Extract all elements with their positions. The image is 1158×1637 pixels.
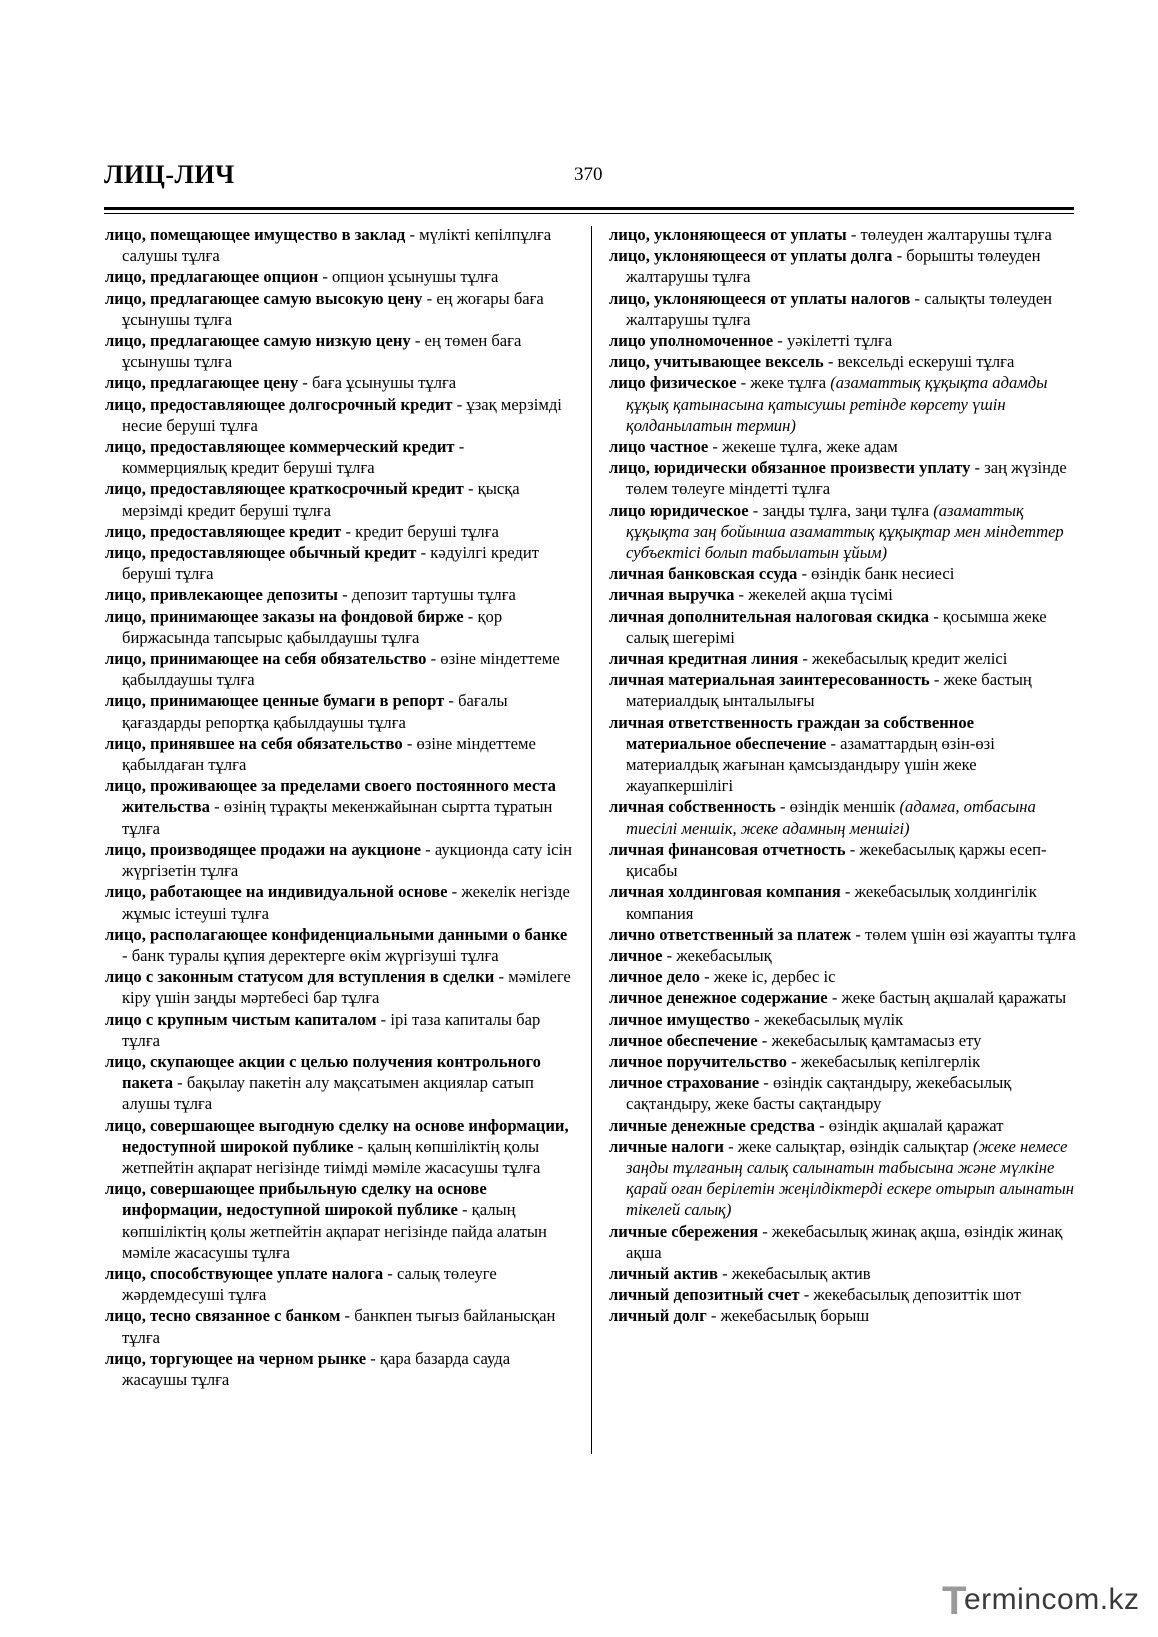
entry-separator: - [845,839,860,859]
entry-definition: заңды тұлға, заңи тұлға [762,500,934,520]
logo-text: ermincom.kz [964,1583,1140,1616]
entry-definition: жекеше тұлға, жеке адам [722,437,898,457]
entry-definition: жеке тұлға [750,373,831,393]
entry-separator: - [757,1030,772,1050]
entry-term: личные сбережения [609,1221,759,1241]
entry-term: лицо юридическое [609,500,749,520]
entry-separator: - [447,882,462,902]
entry-definition: жекебасылық кепілгерлік [800,1051,981,1071]
entry-separator: - [799,1285,814,1305]
entry-term: лицо, предоставляющее кредит [105,521,342,541]
entry-definition: жекебасылық қаржы есеп-қисабы [626,839,1047,881]
entry-definition: азаматтардың өзін-өзі материалдық жағынан қамсыздандыру үшін жеке жауапкершілігі [626,733,995,796]
entry-term: лицо, предлагающее опцион [105,267,319,287]
entry-term: лицо, проживающее за пределами своего постоянного места жительства [105,776,556,817]
right-column [609,224,1076,1327]
entry-definition: қара базарда сауда жасаушы тұлға [122,1348,511,1389]
entry-definition: мүлікті кепілпұлға салушы тұлға [122,225,552,266]
dictionary-entry [609,500,1076,564]
entry-term: лицо, предоставляющее краткосрочный кредит [105,479,464,499]
dictionary-entry [105,606,573,648]
dictionary-entry [609,245,1076,287]
entry-separator: - [341,521,356,541]
entry-term: лицо, предоставляющее долгосрочный кредит [105,394,453,414]
dictionary-entry [609,1072,1076,1114]
entry-term: лицо уполномоченное [609,331,774,351]
entry-separator: - [463,479,478,499]
entry-term: лицо физическое [609,373,737,393]
entry-term: лицо, способствующее уплате налога [105,1263,384,1283]
dictionary-entry [105,1051,573,1115]
entry-definition: өзіне міндеттеме қабылдаушы тұлға [122,649,560,690]
dictionary-entry [609,436,1076,457]
dictionary-entry [105,394,573,436]
dictionary-entry [105,1178,573,1263]
dictionary-entry [609,648,1076,669]
entry-term: личное имущество [609,1009,750,1029]
entry-definition: борышты төлеуден жалтарушы тұлға [626,246,1041,287]
entry-term: личное [609,945,663,965]
entry-definition: қор биржасында тапсырыс қабылдаушы тұлға [122,606,503,647]
entry-definition: жеке салықтар, өзіндік салықтар [737,1136,973,1156]
page-header [104,156,1074,196]
entry-term: личное дело [609,967,700,987]
entry-definition: ең төмен баға ұсынушы тұлға [122,331,522,372]
entry-note: (азаматтық құқықта адамды құқық қатынасына қатысушы ретінде көрсету үшін қолданылатын термин) [626,373,1048,435]
header-rule-thin [104,213,1074,214]
entry-definition: салық төлеуге жәрдемдесуші тұлға [122,1263,497,1305]
entry-definition: банкпен тығыз байланысқан тұлға [122,1306,556,1347]
entry-separator: - [209,797,224,817]
entry-definition: өзіндік меншік [789,797,900,817]
entry-definition: бақылау пакетін алу мақсатымен акциялар сатып алушы тұлға [122,1073,534,1114]
entry-definition: төлем үшін өзі жауапты тұлға [865,924,1076,944]
entry-definition: аукционда сату ісін жүргізетін тұлға [122,839,573,881]
entry-separator: - [758,1221,772,1241]
entry-term: лицо с законным статусом для вступления в сделки [105,967,495,987]
dictionary-entry [105,648,573,690]
entry-definition: жекебасылық мүлік [763,1009,904,1029]
entry-term: лицо, работающее на индивидуальной основе [105,882,448,902]
entry-term: лицо, уклоняющееся от уплаты налогов [609,288,911,308]
entry-separator: - [718,1263,732,1283]
entry-term: личный депозитный счет [609,1285,800,1305]
entry-separator: - [823,352,838,372]
dictionary-entry [105,839,573,881]
entry-definition: коммерциялық кредит беруші тұлға [122,458,375,478]
entry-note: (адамға, отбасына тиесілі меншік, жеке адамның меншігі) [626,797,1036,838]
dictionary-entry [609,1030,1076,1051]
entry-separator: - [786,1051,801,1071]
dictionary-entry [105,478,573,520]
entry-term: личный долг [609,1306,707,1326]
entry-separator: - [366,1348,380,1368]
dictionary-entry [609,563,1076,584]
dictionary-entry [609,712,1076,797]
entry-separator: - [759,1073,773,1093]
dictionary-entry [105,1263,573,1305]
entry-definition: жекелей ақша түсімі [748,585,893,605]
entry-term: лицо, уклоняющееся от уплаты [609,225,847,244]
dictionary-entry [609,1305,1076,1326]
entry-separator: - [457,1200,472,1220]
entry-definition: жекебасылық [676,945,772,965]
dictionary-entry [105,924,573,966]
dictionary-entry [105,521,573,542]
dictionary-entry [105,1348,573,1390]
dictionary-entry [609,987,1076,1008]
entry-definition: жекебасылық депозиттік шот [813,1285,1021,1305]
left-column [105,224,573,1390]
entry-separator: - [929,670,944,690]
entry-definition: жекебасылық қамтамасыз ету [771,1030,982,1050]
dictionary-entry [105,372,573,393]
dictionary-entry [105,266,573,287]
page-number: 370 [574,164,603,185]
entry-separator: - [376,1009,391,1029]
entry-definition: өзіндік сақтандыру, жекебасылық сақтандыру, жеке басты сақтандыру [626,1073,1012,1114]
entry-term: лицо, предлагающее самую низкую цену [105,331,411,351]
entry-separator: - [173,1073,187,1093]
dictionary-entry [609,1136,1076,1221]
dictionary-entry [609,945,1076,966]
entry-term: личная собственность [609,797,776,817]
entry-separator: - [723,1136,738,1156]
entry-separator: - [929,606,943,626]
entry-separator: - [798,649,813,669]
entry-term: личная материальная заинтересованность [609,670,930,690]
dictionary-entry [105,966,573,1008]
entry-separator: - [383,1263,397,1283]
entry-separator: - [748,500,763,520]
entry-definition: салықты төлеуден жалтарушы тұлға [626,288,1053,329]
entry-separator: - [736,373,751,393]
entry-separator: - [405,225,420,244]
entry-term: личная холдинговая компания [609,882,841,902]
dictionary-entry [105,881,573,923]
entry-separator: - [910,288,925,308]
dictionary-entry [609,1009,1076,1030]
entry-term: лицо, юридически обязанное произвести уплату [609,458,971,478]
column-divider [591,226,592,1454]
entry-definition: кәдуілгі кредит беруші тұлға [122,543,539,584]
entry-separator: - [814,1115,829,1135]
entry-separator: - [797,564,812,584]
entry-definition: қысқа мерзімді кредит беруші тұлға [122,479,520,520]
entry-definition: жекелік негізде жұмыс істеуші тұлға [122,882,570,923]
entry-definition: жеке іс, дербес іс [713,967,836,987]
entry-definition: жекебасылық актив [731,1263,871,1283]
entry-term: лицо, уклоняющееся от уплаты долга [609,246,893,266]
entry-definition: кредит беруші тұлға [355,521,499,541]
entry-separator: - [416,543,431,563]
dictionary-entry [105,690,573,732]
entry-separator: - [494,967,509,987]
entry-separator: - [444,691,459,711]
entry-term: лицо, совершающее выгодную сделку на основе информации, недоступной широкой публике [105,1115,569,1156]
dictionary-entry [609,1115,1076,1136]
dictionary-entry [609,457,1076,499]
entry-separator: - [337,585,352,605]
entry-separator: - [454,437,465,457]
entry-term: лицо частное [609,437,709,457]
dictionary-entry [609,330,1076,351]
entry-definition: уәкілетті тұлға [786,331,893,351]
entry-separator: - [410,331,425,351]
entry-separator: - [422,288,437,308]
entry-definition: өзінің тұрақты мекенжайынан сыртта тұратын тұлға [122,797,553,838]
entry-term: личная дополнительная налоговая скидка [609,606,930,626]
dictionary-entry [105,584,573,605]
entry-term: лицо, совершающее прибыльную сделку на основе информации, недоступной широкой публике [105,1179,487,1220]
entry-definition: бағалы қағаздарды репортқа қабылдаушы тұлға [122,691,508,732]
entry-term: личный актив [609,1263,718,1283]
header-rule-thick [104,207,1074,210]
entry-separator: - [734,585,749,605]
entry-separator: - [298,373,312,393]
entry-term: личное поручительство [609,1051,787,1071]
entry-term: личное страхование [609,1073,760,1093]
entry-definition: банк туралы құпия деректерге өкім жүргізуші тұлға [131,945,499,965]
entry-definition: опцион ұсынушы тұлға [332,267,499,287]
entry-separator: - [708,437,723,457]
dictionary-entry [105,1305,573,1347]
dictionary-entry [609,1263,1076,1284]
entry-separator: - [699,967,714,987]
entry-separator: - [706,1306,721,1326]
entry-term: лицо с крупным чистым капиталом [105,1009,377,1029]
dictionary-entry [609,1221,1076,1263]
entry-definition: ең жоғары баға ұсынушы тұлға [122,288,544,329]
entry-term: личная выручка [609,585,735,605]
dictionary-entry [609,839,1076,881]
dictionary-entry [105,733,573,775]
entry-term: лицо, предлагающее цену [105,373,299,393]
dictionary-entry [105,1115,573,1179]
dictionary-entry [609,1051,1076,1072]
entry-term: лицо, предлагающее самую высокую цену [105,288,423,308]
dictionary-entry [105,224,573,266]
entry-term: лицо, принимающее на себя обязательство [105,649,427,669]
entry-term: личная финансовая отчетность [609,839,846,859]
dictionary-entry [609,224,1076,245]
entry-term: лицо, тесно связанное с банком [105,1306,341,1326]
entry-term: личная ответственность граждан за собственное материальное обеспечение [609,712,975,753]
entry-definition: төлеуден жалтарушы тұлға [860,225,1052,244]
entry-term: лицо, помещающее имущество в заклад [105,225,406,244]
entry-separator: - [840,882,855,902]
entry-term: лицо, производящее продажи на аукционе [105,839,421,859]
dictionary-entry [609,1284,1076,1305]
entry-term: личная кредитная линия [609,649,799,669]
entry-note: (азаматтық құқықта заң бойынша азаматтық құқықтар мен міндеттер субъектісі болып табылатын ұйым) [626,500,1064,563]
entry-term: лично ответственный за платеж [609,924,852,944]
entry-term: лицо, предоставляющее коммерческий кредит [105,437,455,457]
dictionary-entry [609,796,1076,838]
entry-separator: - [662,945,677,965]
entry-term: лицо, принимающее ценные бумаги в репорт [105,691,445,711]
entry-term: лицо, располагающее конфиденциальными данными о банке [105,924,568,944]
dictionary-entry [105,542,573,584]
entry-separator: - [340,1306,355,1326]
entry-term: лицо, торгующее на черном рынке [105,1348,367,1368]
termincom-logo [942,1579,1142,1623]
page-title: ЛИЦ-ЛИЧ [104,160,235,189]
entry-definition: жекебасылық холдингілік компания [626,882,1037,923]
dictionary-entry [105,775,573,839]
entry-separator: - [970,458,985,478]
entry-term: лицо, учитывающее вексель [609,352,824,372]
entry-definition: баға ұсынушы тұлға [311,373,457,393]
entry-term: личные налоги [609,1136,724,1156]
entry-definition: қалың көпшіліктің қолы жетпейтін ақпарат негізінде тиімді мәміле жасасушы тұлға [122,1136,541,1177]
entry-term: личные денежные средства [609,1115,815,1135]
entry-term: лицо, предоставляющее обычный кредит [105,543,417,563]
entry-definition: өзіндік ақшалай қаражат [828,1115,1004,1135]
dictionary-entry [609,881,1076,923]
entry-definition: депозит тартушы тұлға [351,585,516,605]
entry-separator: - [846,225,861,244]
entry-definition: өзіне міндеттеме қабылдаған тұлға [122,733,536,775]
dictionary-entry [105,330,573,372]
entry-separator: - [318,267,333,287]
entry-separator: - [827,988,842,1008]
entry-separator: - [122,945,132,965]
entry-term: личная банковская ссуда [609,564,798,584]
entry-term: личное денежное содержание [609,988,828,1008]
entry-separator: - [775,797,790,817]
entry-separator: - [750,1009,764,1029]
entry-separator: - [851,924,866,944]
entry-definition: өзіндік банк несиесі [811,564,955,584]
entry-definition: жеке бастың материалдық ынталылығы [626,670,1032,711]
dictionary-entry [609,966,1076,987]
entry-term: лицо, скупающее акции с целью получения контрольного пакета [105,1051,541,1093]
entry-separator: - [892,246,907,266]
entry-separator: - [426,649,441,669]
dictionary-entry [609,606,1076,648]
entry-term: лицо, принявшее на себя обязательство [105,733,403,753]
entry-term: лицо, привлекающее депозиты [105,585,338,605]
entry-definition: вексельді ескеруші тұлға [837,352,1015,372]
dictionary-entry [105,288,573,330]
entry-definition: ұзақ мерзімді несие беруші тұлға [122,394,562,435]
entry-definition: жекебасылық жинақ ақша, өзіндік жинақ ақша [626,1221,1063,1262]
entry-definition: ірі таза капиталы бар тұлға [122,1009,541,1050]
dictionary-entry [609,351,1076,372]
entry-separator: - [402,733,417,753]
entry-separator: - [420,839,435,859]
entry-definition: жекебасылық борыш [720,1306,870,1326]
entry-note: (жеке немесе заңды тұлғаның салық салынатын табысына және мүлкіне қарай оған берілетін жеңілдіктерді ескере отырып алынатын тікелей салық) [626,1136,1075,1220]
entry-definition: заң жүзінде төлем төлеуге міндетті тұлға [626,458,1067,499]
dictionary-entry [609,584,1076,605]
logo-initial: T [942,1579,967,1623]
entry-definition: жеке бастың ақшалай қаражаты [841,988,1067,1008]
entry-term: личное обеспечение [609,1030,758,1050]
entry-definition: жекебасылық кредит желісі [812,649,1008,669]
entry-separator: - [826,733,841,753]
dictionary-entry [105,1009,573,1051]
dictionary-entry [609,288,1076,330]
entry-separator: - [353,1136,368,1156]
entry-definition: қосымша жеке салық шегерімі [626,606,1047,647]
dictionary-entry [105,436,573,478]
dictionary-entry [609,669,1076,711]
entry-separator: - [463,606,478,626]
entry-term: лицо, принимающее заказы на фондовой бирже [105,606,464,626]
entry-definition: қалың көпшіліктің қолы жетпейтін ақпарат негізінде пайда алатын мәміле жасасушы тұлға [122,1200,547,1262]
dictionary-entry [609,924,1076,945]
entry-definition: мәмілеге кіру үшін заңды мәртебесі бар тұлға [122,967,571,1008]
entry-separator: - [452,394,467,414]
entry-separator: - [773,331,787,351]
dictionary-entry [609,372,1076,436]
